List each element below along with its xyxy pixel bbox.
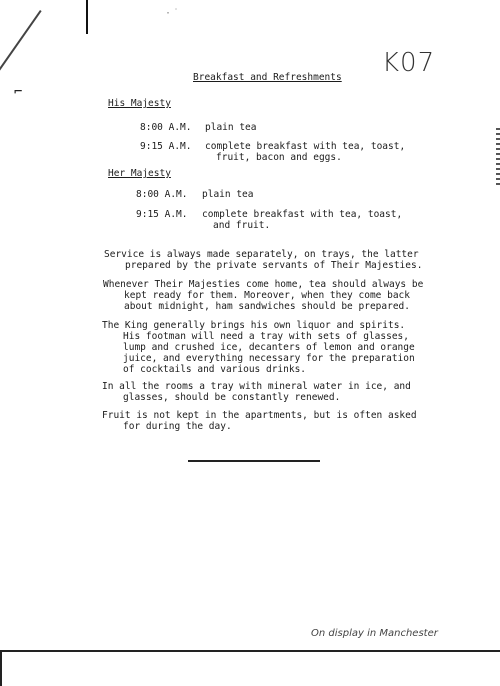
scan-bottom-line [0, 650, 500, 652]
paragraph-tea-line-1: Whenever Their Majesties come home, tea should always be [103, 279, 424, 290]
his-entry-2-text-line-2: fruit, bacon and eggs. [216, 152, 342, 163]
paragraph-service-line-1: Service is always made separately, on trays, the latter [104, 249, 419, 260]
scan-edge-marks [496, 128, 500, 188]
paragraph-service-line-2: prepared by the private servants of Their Majesties. [125, 260, 423, 271]
her-entry-2-text-line-2: and fruit. [213, 220, 271, 231]
paragraph-tea-line-2: kept ready for them. Moreover, when they come back [124, 290, 410, 301]
his-entry-2-time: 9:15 A.M. [140, 141, 192, 152]
paragraph-fruit-line-2: for during the day. [123, 421, 232, 432]
his-majesty-heading: His Majesty [108, 98, 171, 109]
paragraph-king-line-1: The King generally brings his own liquor and spirits. [102, 320, 406, 331]
paragraph-king-line-2: His footman will need a tray with sets of glasses, [123, 331, 409, 342]
separator-line [188, 460, 320, 462]
her-entry-1-time: 8:00 A.M. [136, 189, 188, 200]
his-entry-2-text-line-1: complete breakfast with tea, toast, [205, 141, 406, 152]
paragraph-king-line-4: juice, and everything necessary for the preparation [123, 353, 415, 364]
handwritten-note: On display in Manchester [311, 628, 438, 639]
her-entry-2-text-line-1: complete breakfast with tea, toast, [202, 209, 403, 220]
paragraph-tea-line-3: about midnight, ham sandwiches should be prepared. [124, 301, 410, 312]
handwritten-code: K07 [382, 48, 436, 78]
paragraph-king-line-3: lump and crushed ice, decanters of lemon and orange [123, 342, 415, 353]
paragraph-fruit-line-1: Fruit is not kept in the apartments, but is often asked [102, 410, 417, 421]
margin-mark: ⌐ [14, 84, 23, 100]
paragraph-rooms-line-2: glasses, should be constantly renewed. [123, 392, 341, 403]
scan-bottom-left-line [0, 650, 2, 686]
scan-smudge: ·˙ [165, 8, 182, 19]
scan-border-line [86, 0, 88, 34]
his-entry-1-text: plain tea [205, 122, 257, 133]
scan-artifact-line [0, 10, 42, 93]
her-entry-1-text: plain tea [202, 189, 254, 200]
page-title: Breakfast and Refreshments [193, 72, 342, 83]
paragraph-king-line-5: of cocktails and various drinks. [123, 364, 307, 375]
her-entry-2-time: 9:15 A.M. [136, 209, 188, 220]
paragraph-rooms-line-1: In all the rooms a tray with mineral water in ice, and [102, 381, 411, 392]
his-entry-1-time: 8:00 A.M. [140, 122, 192, 133]
her-majesty-heading: Her Majesty [108, 168, 171, 179]
